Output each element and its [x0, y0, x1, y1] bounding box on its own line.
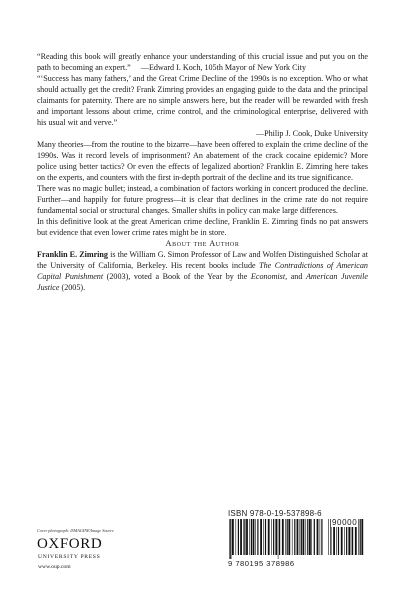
description-paragraph: Many theories—from the routine to the bizarre—have been offered to explain the crime decline of the 1990s. Was it record levels of imprisonment? An abatement of the crack cocaine epidemic? More police using better tactics? Or even the effects of legalized abortion? Franklin E. Zimring here takes on the experts, and counters with the first in-depth portrait of the decline and its true significance.: [37, 140, 368, 182]
blurb-attribution: —Edward I. Koch, 105th Mayor of New York City: [140, 63, 307, 72]
blurb-cook: [37, 73, 368, 139]
ean-digits: 9 780195 378986: [228, 559, 295, 568]
about-author-heading: About the Author: [165, 239, 240, 248]
oxford-logo: OXFORD: [37, 536, 103, 552]
isbn-label: ISBN 978-0-19-537898-6: [228, 509, 322, 518]
publication-title: Economist,: [250, 272, 288, 281]
back-cover-text: [37, 51, 368, 293]
author-bio: Franklin E. Zimring is the William G. Simon Professor of Law and Wolfen Distinguished Scholar at the University of California, Berkeley. His recent books include The Contradictions of American Capital Punishment (2003), voted a Book of the Year by the Economist, and American Juvenile Justice (2005).: [37, 250, 368, 292]
cover-credit: Cover photograph: ISMAGINE/Image Source: [37, 528, 114, 533]
publisher-url: www.oup.com: [38, 564, 71, 570]
blurb-attribution: —Philip J. Cook, Duke University: [256, 129, 368, 138]
blurb-koch: [37, 51, 368, 73]
book-title: The Contradictions of American Capital Punishment: [37, 261, 368, 281]
blurb-quote: “‘Success has many fathers,’ and the Great Crime Decline of the 1990s is no exception. Who or what should actually get the credit? Frank Zimring provides an engaging guide to the data and the principal claimants for paternity. There are no simple answers here, but the reader will be rewarded with fresh and important lessons about crime, crime control, and the criminological enterprise, delivered with his usual wit and verve.”: [37, 74, 368, 127]
blurb-quote: “Reading this book will greatly enhance your understanding of this crucial issue and put you on the path to becoming an expert.”: [37, 52, 368, 72]
addon-digits: 90000: [332, 518, 358, 527]
barcode: [228, 509, 365, 569]
description-paragraph: In this definitive look at the great American crime decline, Franklin E. Zimring finds no pat answers but evidence that even lower crime rates might be in store.: [37, 217, 368, 237]
author-name: Franklin E. Zimring: [37, 250, 108, 259]
publisher-name: UNIVERSITY PRESS: [38, 554, 101, 560]
description-paragraph: There was no magic bullet; instead, a combination of factors working in concert produced the decline. Further—and happily for future progress—it is clear that declines in the crime rate do not require fundamental social or structural changes. Smaller shifts in policy can make large differences.: [37, 184, 368, 215]
ean-barcode-icon: [228, 519, 324, 559]
book-title: American Juvenile Justice: [37, 272, 368, 292]
